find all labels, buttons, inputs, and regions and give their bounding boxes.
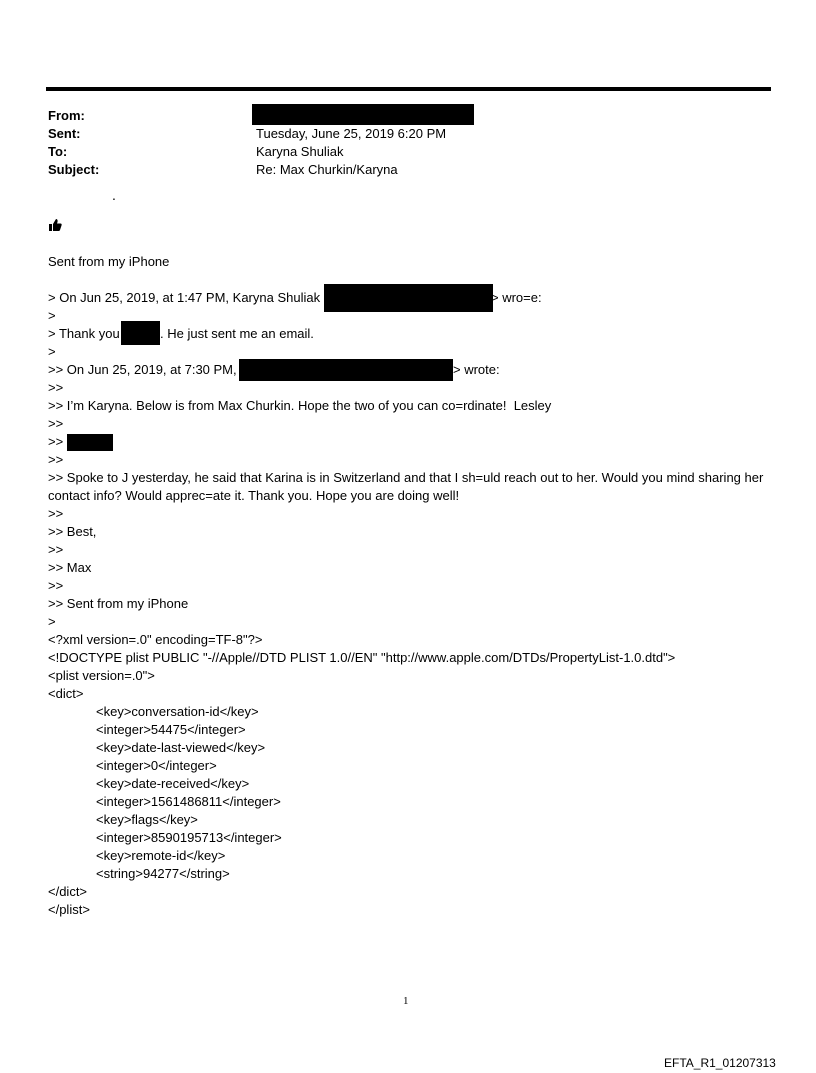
plist-line-4: <dict> bbox=[48, 686, 84, 701]
plist-line-16: </plist> bbox=[48, 902, 90, 917]
quote-line-3-suffix: . He just sent me an email. bbox=[160, 326, 314, 341]
quote-line-1: > On Jun 25, 2019, at 1:47 PM, Karyna Shuliak bbox=[48, 290, 321, 305]
plist-line-11: <key>flags</key> bbox=[96, 812, 198, 827]
quote-line-1-suffix: > wro=e: bbox=[491, 290, 542, 305]
sent-value: Tuesday, June 25, 2019 6:20 PM bbox=[256, 126, 447, 141]
redacted-email-2 bbox=[239, 359, 453, 381]
quote-line-17: >> Sent from my iPhone bbox=[48, 596, 189, 611]
plist-line-12: <integer>8590195713</integer> bbox=[96, 830, 282, 845]
redacted-email-1 bbox=[324, 284, 493, 312]
quote-line-5: >> On Jun 25, 2019, at 7:30 PM, bbox=[48, 362, 237, 377]
plist-line-8: <integer>0</integer> bbox=[96, 758, 217, 773]
sent-label: Sent: bbox=[48, 126, 81, 141]
plist-line-10: <integer>1561486811</integer> bbox=[96, 794, 281, 809]
quote-line-16: >> bbox=[48, 578, 64, 593]
plist-line-9: <key>date-received</key> bbox=[96, 776, 250, 791]
quote-line-18: > bbox=[48, 614, 56, 629]
from-label: From: bbox=[48, 108, 85, 123]
plist-line-1: <?xml version=.0" encoding=TF-8"?> bbox=[48, 632, 263, 647]
plist-line-5: <key>conversation-id</key> bbox=[96, 704, 259, 719]
to-label: To: bbox=[48, 144, 68, 159]
quote-line-13: >> Best, bbox=[48, 524, 97, 539]
subject-value: Re: Max Churkin/Karyna bbox=[256, 162, 398, 177]
plist-line-15: </dict> bbox=[48, 884, 88, 899]
quote-line-14: >> bbox=[48, 542, 64, 557]
quote-line-2: > bbox=[48, 308, 56, 323]
quote-line-4: > bbox=[48, 344, 56, 359]
quote-line-11: >> Spoke to J yesterday, he said that Karina is in Switzerland and that I sh=uld reach out to her. Would you mind sharing her contact info? Would apprec=ate it. Thank you. Hope you are doing well! bbox=[48, 470, 764, 503]
plist-line-2: <!DOCTYPE plist PUBLIC "-//Apple//DTD PLIST 1.0//EN" "http://www.apple.com/DTDs/PropertyList-1.0.dtd"> bbox=[48, 650, 676, 665]
sent-from-iphone: Sent from my iPhone bbox=[48, 254, 170, 269]
redacted-name-1 bbox=[121, 321, 160, 345]
plist-line-3: <plist version=.0"> bbox=[48, 668, 155, 683]
quote-line-8: >> bbox=[48, 416, 64, 431]
thumbs-up-icon bbox=[48, 218, 62, 232]
quote-line-10: >> bbox=[48, 452, 64, 467]
subject-label: Subject: bbox=[48, 162, 100, 177]
quote-line-3: > Thank you bbox=[48, 326, 120, 341]
plist-line-7: <key>date-last-viewed</key> bbox=[96, 740, 266, 755]
stray-dot: . bbox=[112, 187, 116, 203]
redacted-from bbox=[252, 104, 474, 125]
redacted-name-2 bbox=[67, 434, 113, 451]
quote-line-12: >> bbox=[48, 506, 64, 521]
header-rule bbox=[46, 87, 771, 91]
plist-line-6: <integer>54475</integer> bbox=[96, 722, 246, 737]
quote-line-15: >> Max bbox=[48, 560, 92, 575]
quote-line-9: >> bbox=[48, 434, 64, 449]
quote-line-7: >> I’m Karyna. Below is from Max Churkin. Hope the two of you can co=rdinate! Lesley bbox=[48, 398, 552, 413]
plist-line-13: <key>remote-id</key> bbox=[96, 848, 226, 863]
page-number: 1 bbox=[403, 995, 409, 1007]
quote-line-6: >> bbox=[48, 380, 64, 395]
to-value: Karyna Shuliak bbox=[256, 144, 344, 159]
plist-line-14: <string>94277</string> bbox=[96, 866, 230, 881]
quote-line-5-suffix: > wrote: bbox=[453, 362, 500, 377]
document-id-footer: EFTA_R1_01207313 bbox=[664, 1056, 776, 1070]
